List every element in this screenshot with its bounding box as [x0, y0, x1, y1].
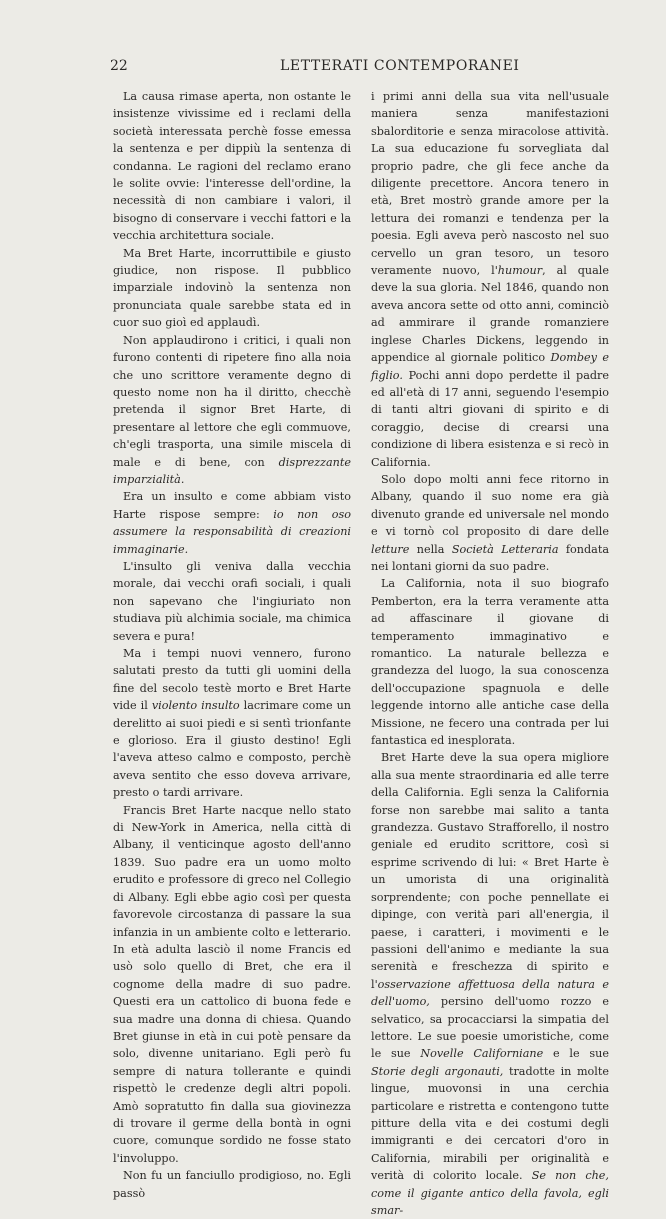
- paragraph: Francis Bret Harte nacque nello stato di New-York in America, nella città di Albany, il venticinque agosto dell'anno 1839. Suo padre era un uomo molto erudito e professore di greco nel Collegio di Albany. Egli ebbe agio così per questa favorevole circostanza di passare la sua infanzia in un ambiente colto e letterario. In età adulta lasciò il nome Francis ed usò solo quello di Bret, che era il cognome della madre di suo padre. Questi era un cattolico di buona fede e sua madre una donna di chiesa. Quando Bret giunse in età in cui potè pensare da solo, divenne unitariano. Egli però fu sempre di natura tollerante e quindi rispettò le credenze degli altri popoli. Amò sopratutto fin dalla sua giovinezza di trovare il germe della bontà in ogni cuore, comunque sordido ne fosse stato l'involuppo.: [113, 803, 351, 1165]
- italic-phrase: letture: [371, 542, 410, 556]
- paragraph-continued: i primi anni della sua vita nell'usuale maniera senza manifestazioni sbalorditorie e senza miracolose attività. La sua educazione fu sorvegliata dal proprio padre, che gli fece anche da diligente precettore. Ancora tenero in età, Bret mostrò grande amore per la lettura dei romanzi e tendenza per la poesia. Egli aveva però nascosto nel suo cervello un gran tesoro, un tesoro veramente nuovo, l'humour, al quale deve la sua gloria. Nel 1846, quando non aveva ancora sette od otto anni, cominciò ad ammirare il grande romanziere inglese Charles Dickens, leggendo in appendice al giornale politico Dombey e figlio. Pochi anni dopo perdette il padre ed all'età di 17 anni, seguendo l'esempio di tanti altri giovani di spirito e di coraggio, decise di crearsi una condizione di libera esistenza e si recò in California.: [371, 90, 610, 469]
- right-column: [371, 88, 609, 1219]
- italic-phrase: Novelle Californiane: [420, 1047, 544, 1061]
- paragraph: La California, nota il suo biografo Pemberton, era la terra veramente atta ad affascinare il giovane di temperamento immaginativo e romantico. La naturale bellezza e grandezza del luogo, la sua conoscenza dell'occupazione spagnuola e delle leggende intorno alle antiche case della Missione, ne fecero una contrada per lui fantastica ed inesplorata.: [371, 577, 609, 748]
- paragraph: Ma i tempi nuovi vennero, furono salutati presto da tutti gli uomini della fine del secolo testè morto e Bret Harte vide il violento insulto lacrimare come un derelitto ai suoi piedi e si sentì trionfante e glorioso. Era il giusto destino! Egli l'aveva atteso calmo e composto, perchè aveva sentito che esso doveva arrivare, presto o tardi arrivare.: [113, 647, 351, 800]
- italic-phrase: io non oso assumere la responsabilità di creazioni immaginarie.: [113, 507, 351, 556]
- page-number: 22: [110, 58, 128, 74]
- paragraph: Ma Bret Harte, incorruttibile e giusto giudice, non rispose. Il pubblico imparziale indovinò la sentenza non pronunciata quale sarebbe stata ed in cuor suo gioì ed applaudì.: [113, 246, 351, 330]
- paragraph: Bret Harte deve la sua opera migliore alla sua mente straordinaria ed alle terre della California. Egli senza la California forse non sarebbe mai salito a tanta grandezza. Gustavo Strafforello, il nostro geniale ed erudito scrittore, così si esprime scrivendo di lui: « Bret Harte è un umorista di una originalità sorprendente; con poche pennellate ei dipinge, con verità pari all'energia, il paese, i caratteri, i movimenti e le passioni dell'animo e mediante la sua serenità e freschezza di spirito e l'osservazione affettuosa della natura e dell'uomo, persino dell'uomo rozzo e selvatico, sa procacciarsi la simpatia del lettore. Le sue poesie umoristiche, come le sue Novelle Californiane e le sue Storie degli argonauti, tradotte in molte lingue, muovonsi in una cerchia particolare e ristretta e contengono tutte pitture della vita e dei costumi degli immigranti e dei cercatori d'oro in California, mirabili per originalità e verità di colorito locale. Se non che, come il gigante antico della favola, egli smar-: [371, 751, 609, 1217]
- paragraph: Solo dopo molti anni fece ritorno in Albany, quando il suo nome era già divenuto grande ed universale nel mondo e vi tornò col proposito di dare delle letture nella Società Letteraria fondata nei lontani giorni da suo padre.: [371, 472, 609, 573]
- italic-phrase: disprezzante imparzialità.: [113, 455, 351, 486]
- italic-phrase: osservazione affettuosa della natura e dell'uomo,: [371, 977, 609, 1009]
- italic-phrase: humour: [497, 264, 543, 278]
- paragraph: Non applaudirono i critici, i quali non furono contenti di ripetere fino alla noia che uno scrittore veramente degno di questo nome non ha il diritto, checchè pretenda il signor Bret Harte, di presentare al lettore che egli commuove, ch'egli trasporta, una simile miscela di male e di bene, con disprezzante imparzialità.: [113, 333, 351, 486]
- italic-phrase: Se non che, come il gigante antico della favola, egli smar-: [371, 1169, 609, 1217]
- italic-phrase: Società Letteraria: [451, 542, 559, 556]
- page-header: [110, 58, 580, 78]
- paragraph: L'insulto gli veniva dalla vecchia morale, dai vecchi orafi sociali, i quali non sapevano che l'ingiuriato non studiava più alchimia sociale, ma chimica severa e pura!: [113, 559, 351, 643]
- italic-phrase: Storie degli argonauti,: [371, 1064, 504, 1078]
- italic-phrase: violento insulto: [151, 699, 240, 713]
- italic-phrase: Dombey e figlio.: [371, 351, 609, 382]
- paragraph: La causa rimase aperta, non ostante le insistenze vivissime ed i reclami della società interessata perchè fosse emessa la sentenza e per dippiù la sentenza di condanna. Le ragioni del reclamo erano le solite ovvie: l'interesse dell'ordine, la necessità di non cambiare i valori, il bisogno di conservare i vecchi fattori e la vecchia architettura sociale.: [113, 90, 351, 243]
- left-column: [113, 88, 351, 1202]
- paragraph: Non fu un fanciullo prodigioso, no. Egli passò: [113, 1169, 351, 1200]
- running-title: LETTERATI CONTEMPORANEI: [280, 58, 520, 74]
- paragraph: Era un insulto e come abbiam visto Harte rispose sempre: io non oso assumere la responsabilità di creazioni immaginarie.: [113, 490, 351, 556]
